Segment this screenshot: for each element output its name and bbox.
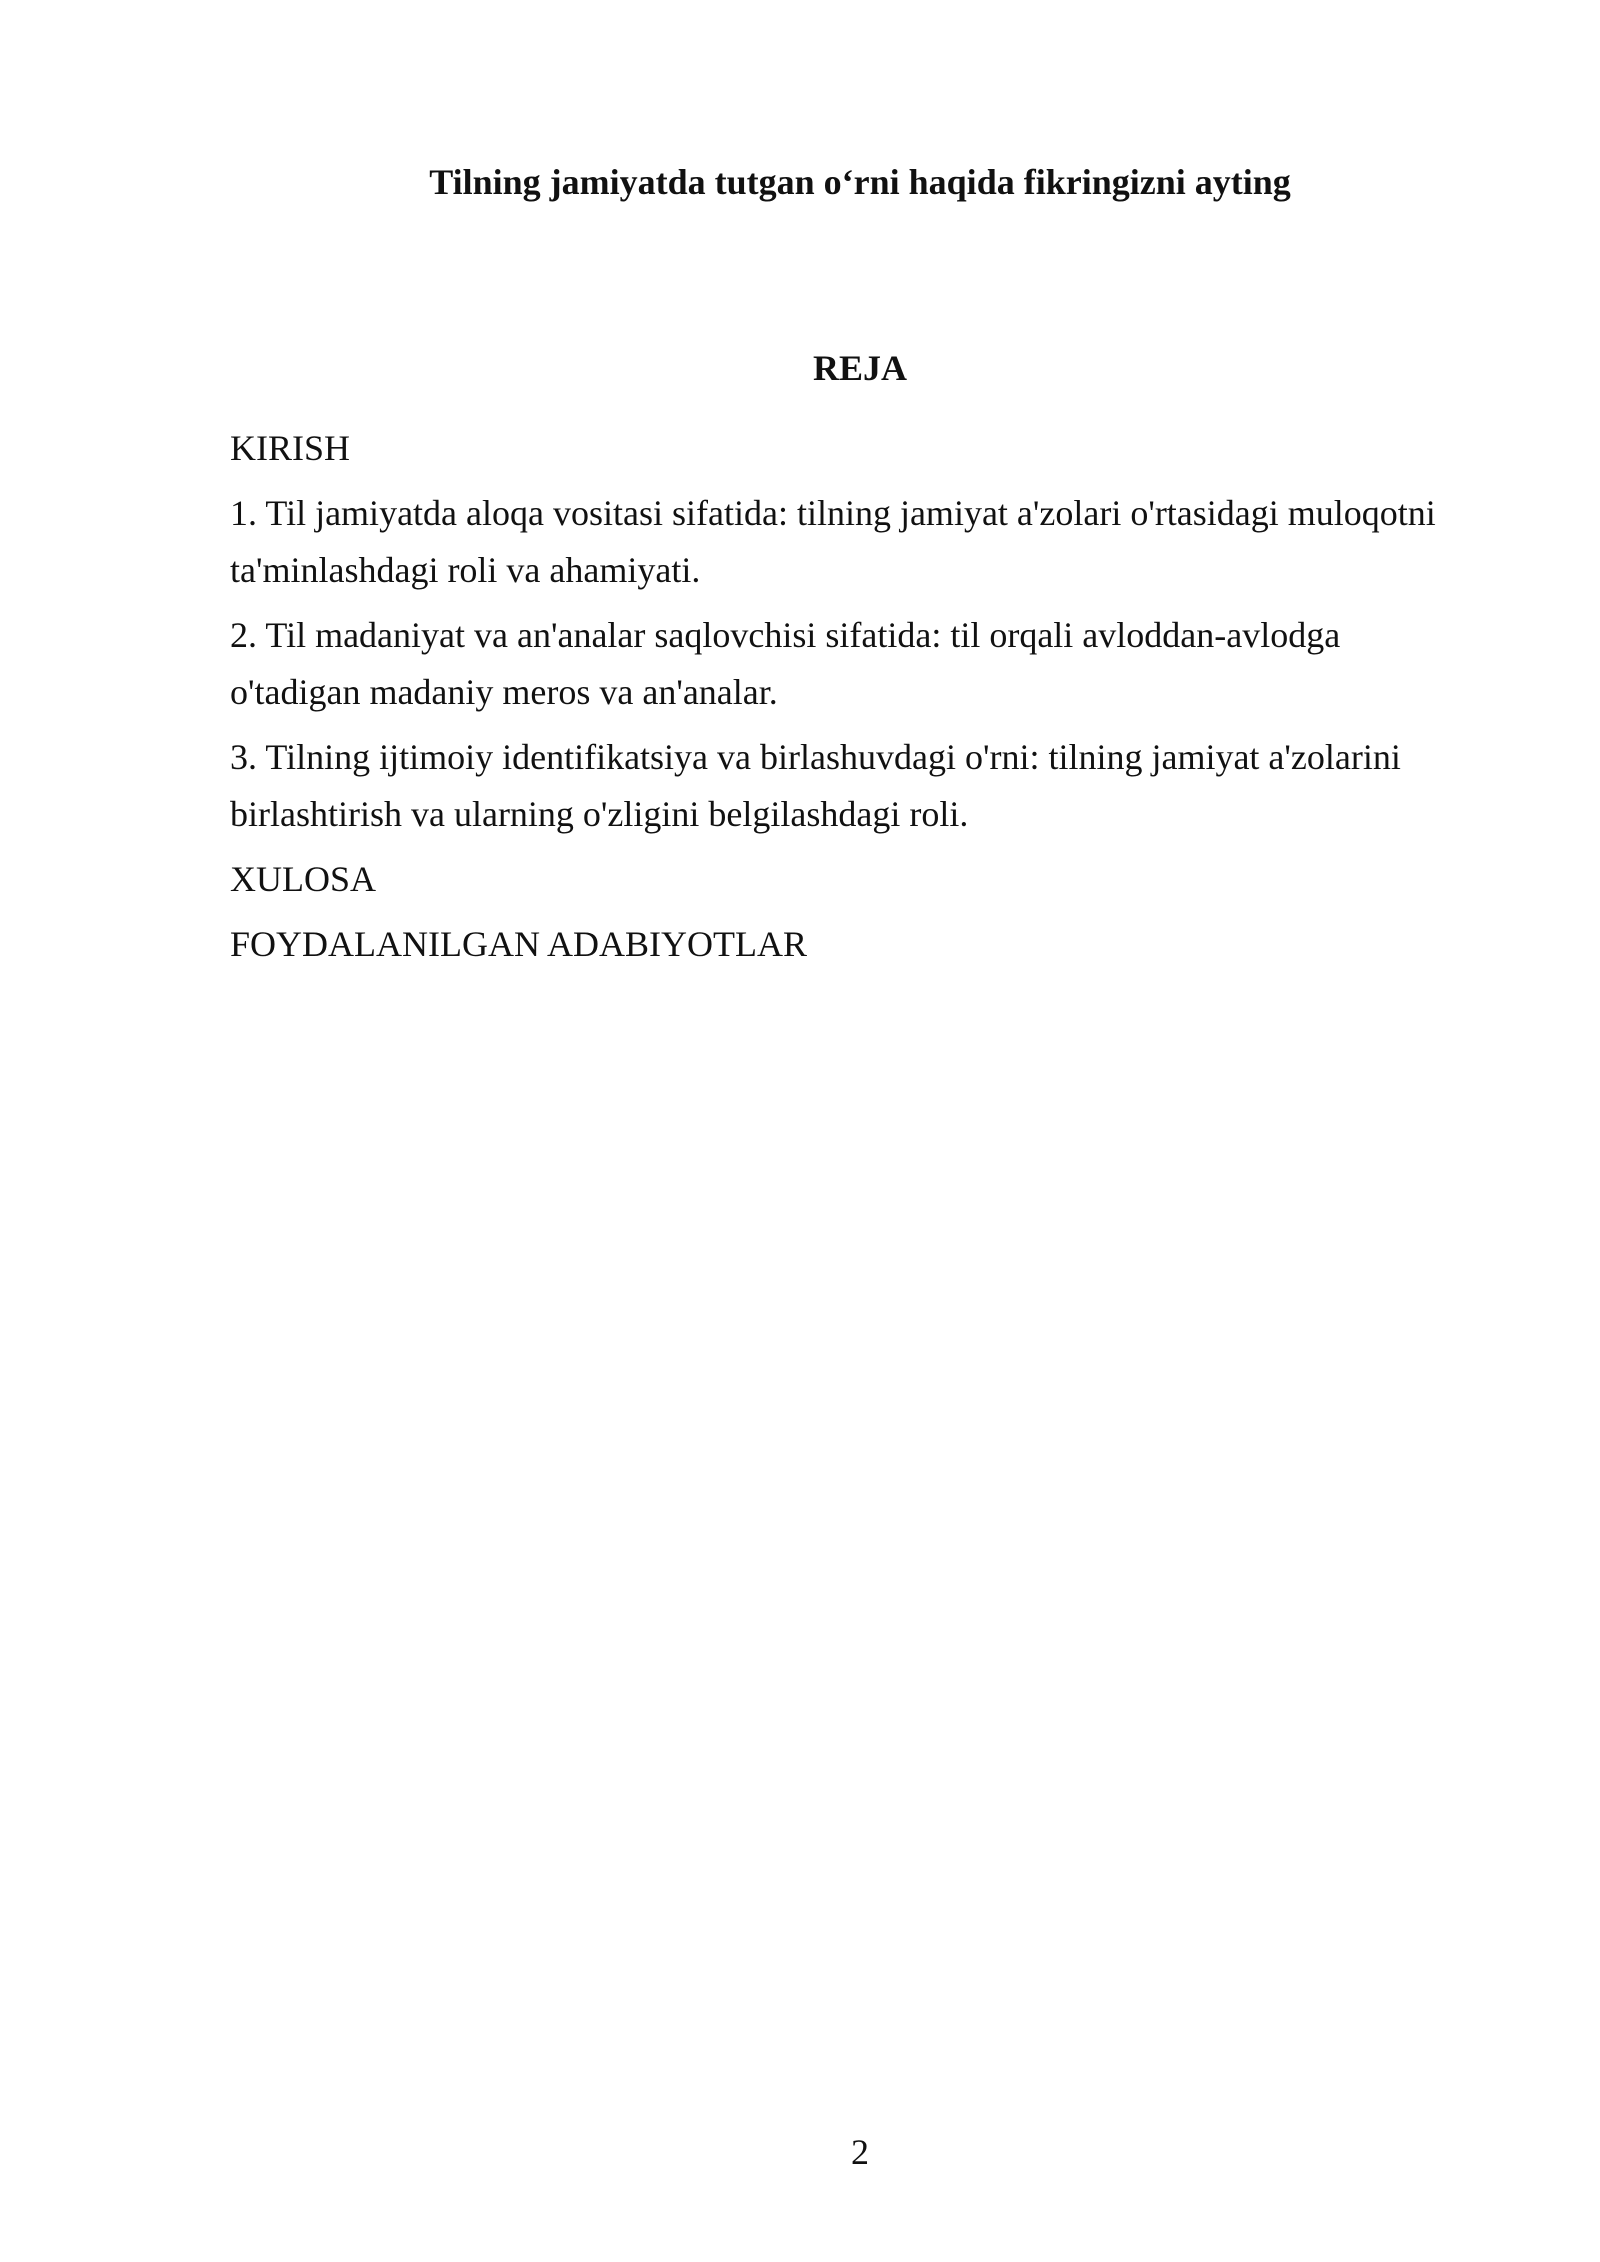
plan-item-references: FOYDALANILGAN ADABIYOTLAR: [230, 924, 807, 964]
plan-item-introduction: KIRISH: [230, 428, 351, 468]
plan-item-conclusion: XULOSA: [230, 859, 377, 899]
document-title: Tilning jamiyatda tutgan o‘rni haqida fikringizni ayting: [429, 162, 1291, 202]
plan-heading: REJA: [812, 348, 907, 388]
plan-item-2: 2. Til madaniyat va an'analar saqlovchisi sifatida: til orqali avloddan-avlodga o'tadigan madaniy meros va an'analar.: [230, 615, 1341, 712]
plan-list: [230, 420, 1470, 981]
plan-item-3: 3. Tilning ijtimoiy identifikatsiya va birlashuvdagi o'rni: tilning jamiyat a'zolarini birlashtirish va ularning o'zligini belgilashdagi roli.: [230, 737, 1401, 834]
plan-item-1: 1. Til jamiyatda aloqa vositasi sifatida: tilning jamiyat a'zolari o'rtasidagi muloqotni ta'minlashdagi roli va ahamiyati.: [230, 493, 1436, 590]
page-number: 2: [851, 2132, 869, 2172]
